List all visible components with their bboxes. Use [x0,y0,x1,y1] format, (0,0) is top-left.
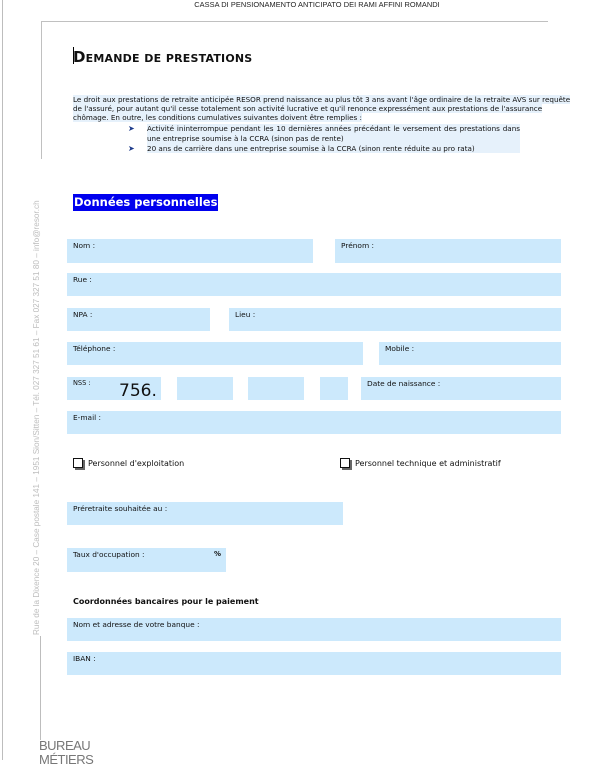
bullet-arrow-icon: ➤ [128,124,135,133]
condition-text: 20 ans de carrière dans une entreprise soumise à la CCRA (sinon rente réduite au pro rata) [147,144,520,154]
taux-occupation-field[interactable] [67,548,226,572]
npa-field[interactable] [67,308,210,331]
bullet-arrow-icon: ➤ [128,143,135,153]
organization-header: CASSA DI PENSIONAMENTO ANTICIPATO DEI RAMI AFFINI ROMANDI [194,0,440,9]
checkbox-technique[interactable] [340,458,350,468]
nss-field[interactable] [67,377,161,400]
nss-segment-1[interactable] [177,377,233,400]
preretraite-field[interactable] [67,502,343,525]
checkbox-exploitation[interactable] [73,458,83,468]
header-rule-vertical [41,21,42,159]
section-heading-personal: Données personnelles [74,195,218,209]
checkbox-label: Personnel d'exploitation [88,458,185,468]
rue-field[interactable] [67,273,561,296]
title-first-letter: D [73,48,86,66]
prenom-field[interactable] [335,239,561,263]
mobile-field[interactable] [379,342,561,365]
date-naissance-field[interactable] [361,377,561,400]
sidebar-rule [40,636,41,740]
nss-segment-3[interactable] [320,377,348,400]
bank-name-field[interactable] [67,618,561,641]
nss-segment-2[interactable] [248,377,304,400]
telephone-field[interactable] [67,342,363,365]
nom-label: Nom : [73,241,96,250]
npa-label: NPA : [73,310,93,319]
lieu-label: Lieu : [235,310,256,319]
telephone-label: Téléphone : [73,344,116,353]
page-edge-line [2,0,3,760]
page-title [73,48,252,66]
conditions-list [128,124,520,153]
iban-field[interactable] [67,652,561,675]
condition-item [128,144,520,154]
logo-line-2: MÉTIERS [39,752,94,767]
rue-label: Rue : [73,275,92,284]
email-field[interactable] [67,411,561,434]
iban-label: IBAN : [73,654,96,663]
nom-field[interactable] [67,239,313,263]
intro-text: Le droit aux prestations de retraite anticipée RESOR prend naissance au plus tôt 3 ans avant l'âge ordinaire de la retraite AVS sur requête de l'assuré, pour autant qu'il cesse totalement son activité lucrative et qu'il renonce expressément aux prestations de l'assurance chômage. En outre, les conditions cumulatives suivantes doivent être remplies : [73,95,571,123]
title-word-1: EMANDE [85,52,140,65]
condition-item [128,124,520,144]
bank-section-heading: Coordonnées bancaires pour le paiement [73,597,259,606]
preretraite-label: Préretraite souhaitée au : [73,504,168,513]
nss-label: NSS : [73,379,91,387]
logo-line-1: BUREAU [39,738,91,753]
intro-paragraph [73,95,578,123]
category-option-technique[interactable] [340,458,501,468]
date-naissance-label: Date de naissance : [367,379,441,388]
checkbox-label: Personnel technique et administratif [355,458,501,468]
percent-unit: % [214,550,222,558]
condition-text: Activité ininterrompue pendant les 10 dernières années précédant le versement des prestations dans une entreprise soumise à la CCRA (sinon pas de rente) [147,124,520,143]
bank-name-label: Nom et adresse de votre banque : [73,620,200,629]
mobile-label: Mobile : [385,344,415,353]
nss-prefix: 756. [119,381,157,401]
taux-label: Taux d'occupation : [73,550,145,559]
header-rule-horizontal [41,21,548,22]
sidebar-address: Rue de la Dixence 20 – Case postale 141 – 1951 Sion/Sitten – Tél. 027 327 51 61 – Fax 027 327 51 80 – info@resor.ch [32,200,41,635]
prenom-label: Prénom : [341,241,374,250]
email-label: E-mail : [73,413,102,422]
title-word-3: PRESTATIONS [165,52,253,65]
lieu-field[interactable] [229,308,561,331]
title-word-2: DE [144,52,162,65]
category-option-exploitation[interactable] [73,458,184,468]
